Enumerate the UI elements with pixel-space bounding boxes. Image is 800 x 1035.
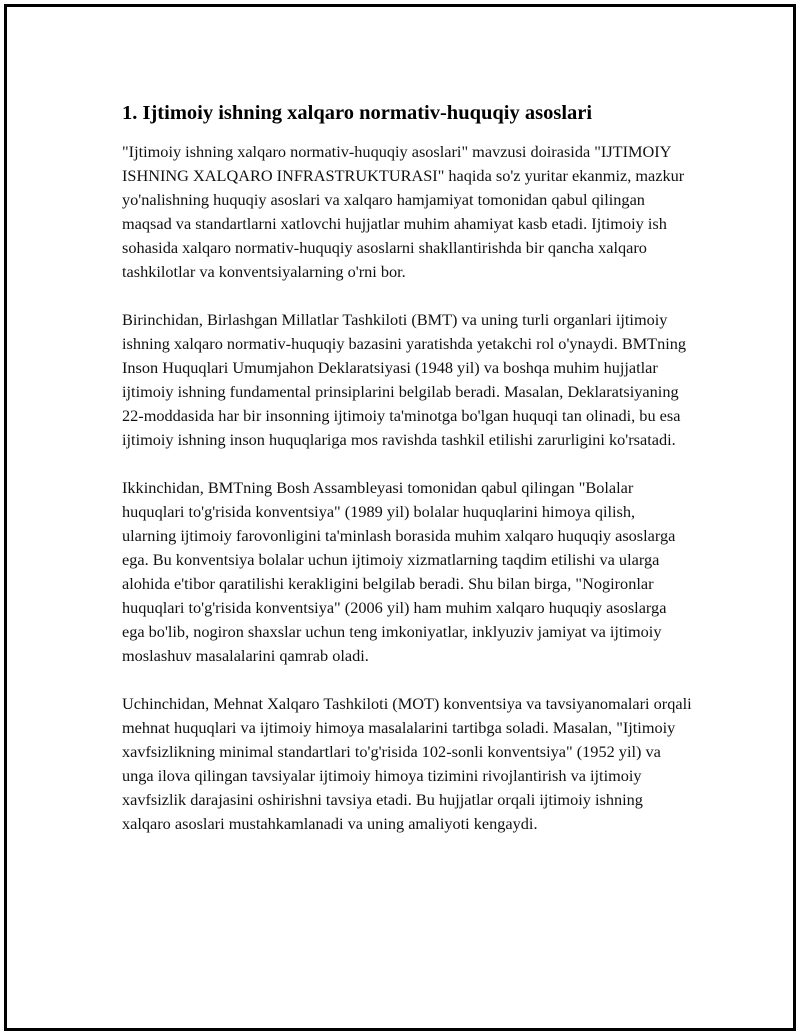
page-frame <box>4 4 796 1031</box>
document-body <box>122 100 692 860</box>
paragraph-third: Uchinchidan, Mehnat Xalqaro Tashkiloti (MOT) konventsiya va tavsiyanomalari orqali mehnat huquqlari va ijtimoiy himoya masalalarini tartibga soladi. Masalan, "Ijtimoiy xavfsizlikning minimal standartlari to'g'risida 102-sonli konventsiya" (1952 yil) va unga ilova qilingan tavsiyalar ijtimoiy himoya tizimini rivojlantirish va ijtimoiy xavfsizlik darajasini oshirishni tavsiya etadi. Bu hujjatlar orqali ijtimoiy ishning xalqaro asoslari mustahkamlanadi va uning amaliyoti kengaydi. <box>122 694 692 833</box>
paragraph-first: Birinchidan, Birlashgan Millatlar Tashkiloti (BMT) va uning turli organlari ijtimoiy ishning xalqaro normativ-huquqiy bazasini yaratishda yetakchi rol o'ynaydi. BMTning Inson Huquqlari Umumjahon Deklaratsiyasi (1948 yil) va boshqa muhim hujjatlar ijtimoiy ishning fundamental prinsiplarini belgilab beradi. Masalan, Deklaratsiyaning 22-moddasida har bir insonning ijtimoiy ta'minotga bo'lgan huquqi tan olinadi, bu esa ijtimoiy ishning inson huquqlariga mos ravishda tashkil etilishi zarurligini ko'rsatadi. <box>122 310 687 449</box>
paragraph-second: Ikkinchidan, BMTning Bosh Assambleyasi tomonidan qabul qilingan "Bolalar huquqlari to'g'risida konventsiya" (1989 yil) bolalar huquqlarini himoya qilish, ularning ijtimoiy farovonligini ta'minlash borasida muhim xalqaro huquqiy asoslarga ega. Bu konventsiya bolalar uchun ijtimoiy xizmatlarning taqdim etilishi va ularga alohida e'tibor qaratilishi kerakligini belgilab beradi. Shu bilan birga, "Nogironlar huquqlari to'g'risida konventsiya" (2006 yil) ham muhim xalqaro huquqiy asoslarga ega bo'lib, nogiron shaxslar uchun teng imkoniyatlar, inklyuziv jamiyat va ijtimoiy moslashuv masalalarini qamrab oladi. <box>122 478 676 665</box>
paragraph-intro: "Ijtimoiy ishning xalqaro normativ-huquqiy asoslari" mavzusi doirasida "IJTIMOIY ISHNING XALQARO INFRASTRUKTURASI" haqida so'z yuritar ekanmiz, mazkur yo'nalishning huquqiy asoslari va xalqaro hamjamiyat tomonidan qabul qilingan maqsad va standartlarni xatlovchi hujjatlar muhim ahamiyat kasb etadi. Ijtimoiy ish sohasida xalqaro normativ-huquqiy asoslarni shakllantirishda bir qancha xalqaro tashkilotlar va konventsiyalarning o'rni bor. <box>122 142 685 281</box>
section-heading: 1. Ijtimoiy ishning xalqaro normativ-huquqiy asoslari <box>122 102 593 124</box>
